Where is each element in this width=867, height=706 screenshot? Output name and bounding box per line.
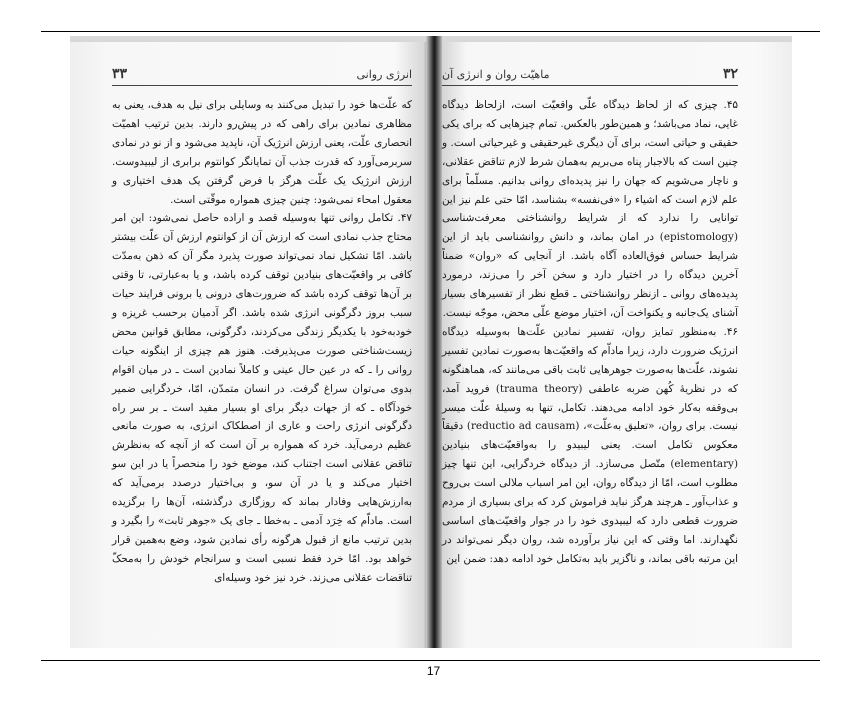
right-paragraph-2: ۴۶. به‌منظور تمایز روان، تفسیر نمادین علّت‌ها به‌وسیله دیدگاه انرژیک ضرورت دارد، زیرا ماداّم که واقعیّت‌ها به‌صورت نمادین تفسیر نشوند، علّت‌ها به‌صورت جوهرهایی ثابت باقی می‌مانند که، هماهنگونه که در نظریهٔ کُهن ضربه عاطفی (trauma theory) فروید آمد، بی‌وقفه به‌کار خود ادامه می‌دهند. تکامل، تنها به وسیلهٔ علّت میسر نیست. برای روان، «تعلیق به‌علّت»، (reductio ad causam) دقیقاً معکوس تکامل است. یعنی لیبیدو را به‌واقعیّت‌های بنیادین (elementary) متّصل می‌سازد. از دیدگاه خردگرایی، این تنها چیز مطلوب است، امّا از دیدگاه روان، این امر اسباب ملالی است بی‌روح و عذاب‌آور ـ هرچند هرگز نباید فراموش کرد که برای بسیاری از مردم ضرورت قطعی دارد که لیبیدوی خود را در جوار واقعیّت‌های اساسی نگهدارند. اما وقتی که این نیاز برآورده شد، روان دیگر نمی‌تواند در این مرتبه باقی بماند، و ناگزیر باید به‌تکامل خود ادامه دهد: ضمن این <box>442 325 738 565</box>
right-page-body <box>442 96 738 569</box>
left-page-body <box>112 96 412 588</box>
scanned-book-spread <box>70 36 792 648</box>
top-rule <box>41 31 820 32</box>
right-page <box>442 66 738 636</box>
left-running-title: انرژی روانی <box>356 68 412 81</box>
right-running-title: ماهیّت روان و انرژی آن <box>442 68 550 81</box>
right-page-header <box>442 66 738 86</box>
bottom-rule <box>41 660 820 661</box>
document-page-number: 17 <box>426 664 441 678</box>
right-page-number: ۳۲ <box>722 66 738 82</box>
left-page-header <box>112 66 412 86</box>
book-gutter <box>426 36 442 648</box>
left-paragraph-2: ۴۷. تکامل روانی تنها به‌وسیله قصد و اراده حاصل نمی‌شود: این امر محتاج جذب نمادی است که ارزش آن از کوانتوم ارزش آن علّت بیشتر باشد. امّا تشکیل نماد نمی‌تواند صورت پذیرد مگر آن که ذهن به‌مدّت کافی بر واقعیّت‌های بنیادین توقف کرده باشد، و یا به‌عبارتی، تا وقتی بر آن‌ها توقف کرده باشد که ضرورت‌های درونی یا برونی فرایند حیات سبب بروز دگرگونی انرژی شده باشد. اگر آدمیان برحسب غریزه و خودبه‌خود با یکدیگر زندگی می‌کردند، دگرگونی، مطابق قوانین محض زیست‌شناختی صورت می‌پذیرفت. هنوز هم چیزی از اینگونه حیات روانی را ـ که در عین حال عینی و کاملاً نمادین است ـ در میان اقوام بدوی می‌توان سراغ گرفت. در انسان متمدّن، امّا، خردگرایی ضمیر خودآگاه ـ که از جهات دیگر برای او بسیار مفید است ـ بر سر راه دگرگونی انرژی راحت و عاری از اصطکاک انرژی، به صورت مانعی عظیم درمی‌آید. خرد که همواره بر آن است که از آنچه که به‌نظرش تناقض عقلانی است اجتناب کند، موضع خود را منحصراً یا در این سو اختیار می‌کند و یا در آن سو، و بی‌اختیار درصدد برمی‌آید که به‌ارزش‌هایی وفادار بماند که روزگاری درگذشته، آن‌ها را برگزیده است. ماداّم که خِرَد آدمی ـ به‌خطا ـ جای یک «جوهر ثابت» را بگیرد و بدین ترتیب مانع از قبول هرگونه رأی نمادین شود، وضع به‌همین قرار خواهد بود. امّا خرد فقط نسبی است و سرانجام خودش را به‌محکّ تناقضات عقلانی می‌زند. خرد نیز خود وسیله‌ای <box>112 212 412 584</box>
left-paragraph-1: که علّت‌ها خود را تبدیل می‌کنند به وسایلی برای نیل به هدف، یعنی به مظاهری نمادین برای راهی که در پیش‌رو دارند. بدین ترتیب اهمیّت انحصاری علّت، یعنی ارزش انرژیک آن، ناپدید می‌شود و از نو در نمادی سربرمی‌آورد که قدرت جذب آن تمایانگر کوانتوم برابری از لیبیدوست. ارزش انرژیک یک علّت هرگز با فرض گرفتن یک هدف اختیاری و معقول امحاء نمی‌شود: چنین چیزی همواره موقّتی است. <box>112 99 412 206</box>
right-paragraph-1: ۴۵. چیزی که از لحاظ دیدگاه علّی واقعیّت است، ازلحاظ دیدگاه غایی، نماد می‌باشد؛ و همین‌طور بالعکس. تمام چیزهایی که برای یکی حقیقی و حیاتی است، برای آن دیگری غیرحقیقی و غیرحیاتی است. و چنین است که بالاجبار پناه می‌بریم به‌همان شرط لازم تناقض عقلانی، و ناچار می‌شویم که جهان را نیز پدیده‌ای روانی بدانیم. مسلّماً برای علم لازم است که اشیاء را «فی‌نفسه» بشناسد، امّا حتی علم نیز این توانایی را ندارد که از شرایط روانشناختی معرفت‌شناسی (epistomology) در امان بماند، و دانش روانشناسی باید از این شرایط حساس فوق‌العاده آگاه باشد. از آنجایی که «روان» ضمناً آخرین دیدگاه را در اختیار دارد و سخن آخر را می‌زند، درمورد پدیده‌های روانی ـ ازنظر روانشناختی ـ قطع نظر از تفسیرهای بسیار آشنای یک‌جانبه و یکنواخت آن، اختیار موضع علّی محض، موجّه نیست. <box>442 99 738 319</box>
left-page <box>112 66 412 636</box>
left-page-number: ۳۳ <box>112 66 128 82</box>
